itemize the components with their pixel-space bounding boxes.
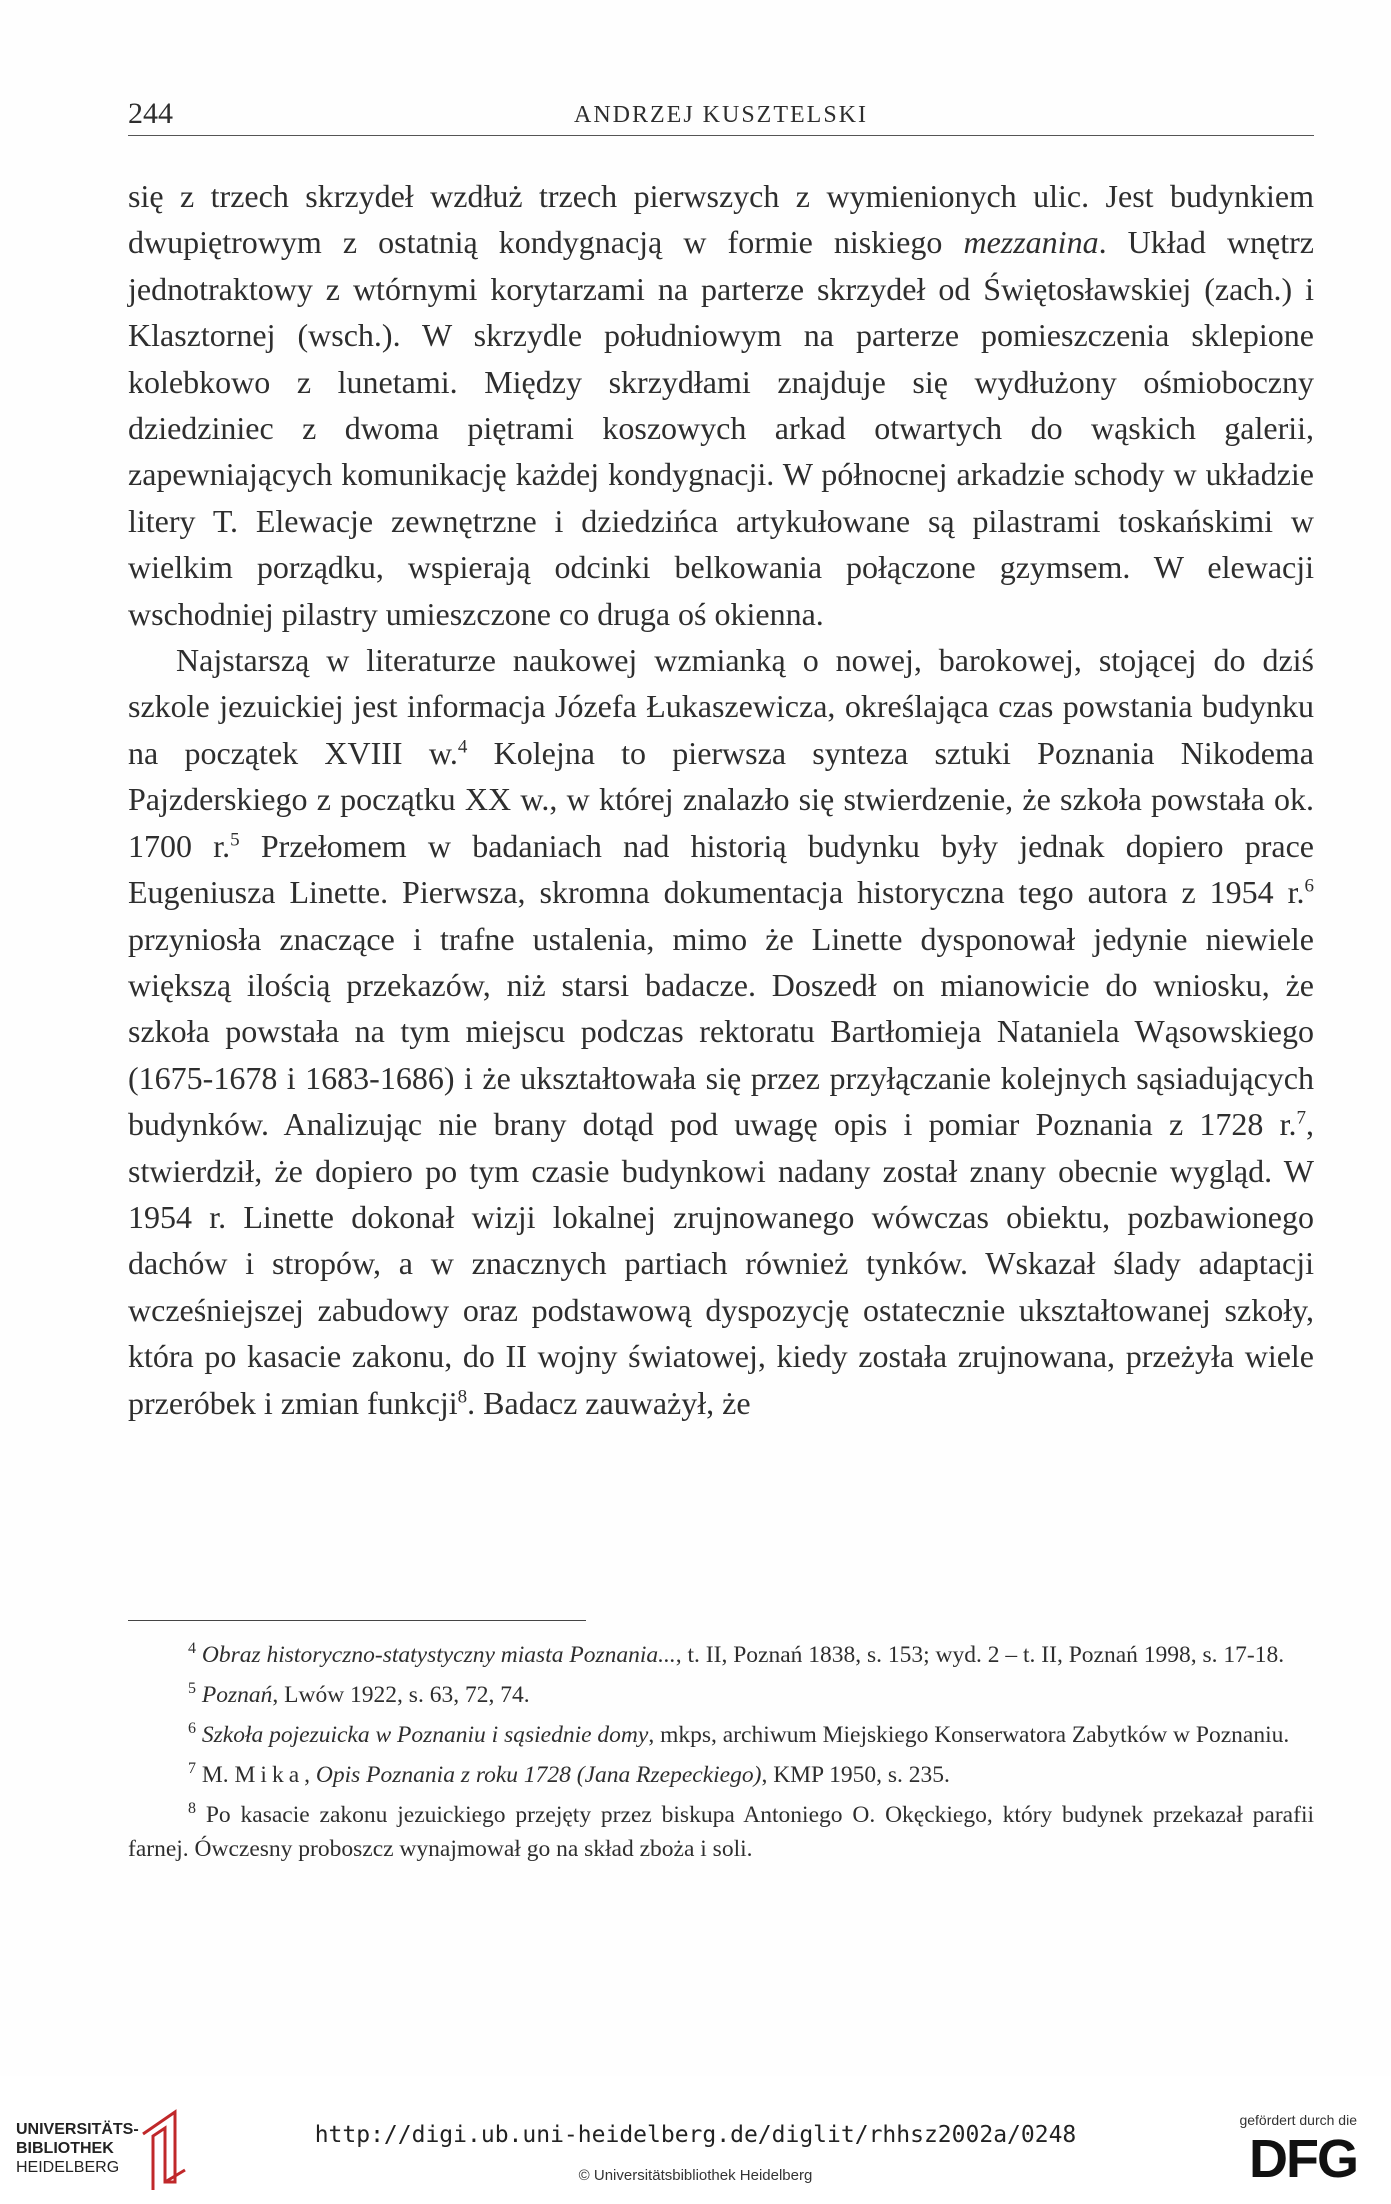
paragraph-1: [128, 173, 1314, 637]
footnotes: [128, 1638, 1314, 1872]
footnote-number: 4: [188, 1640, 196, 1658]
paragraph-2-text-f: . Badacz zauważył, że: [467, 1384, 751, 1421]
logo-line-1: UNIVERSITÄTS-: [16, 2121, 139, 2138]
footnote-ref-6[interactable]: 6: [1304, 875, 1314, 897]
paragraph-2-text-d: przyniosła znaczące i trafne ustalenia, mimo że Linette dysponował jedynie niewiele większą ilością przekazów, niż starsi badacze. Doszedł on mianowicie do wniosku, że szkoła powstała na tym miejscu podczas rektoratu Bartłomieja Nataniela Wąsowskiego (1675-1678 i 1683-1686) i że ukształtowała się przez przyłączanie kolejnych sąsiadujących budynków. Analizując nie brany dotąd pod uwagę opis i pomiar Poznania z 1728 r.: [128, 920, 1314, 1143]
footnote-text: , Lwów 1922, s. 63, 72, 74.: [272, 1682, 530, 1708]
footnote-ref-7[interactable]: 7: [1296, 1107, 1306, 1129]
footnote-6: [128, 1718, 1314, 1752]
paragraph-2-text-e: , stwierdził, że dopiero po tym czasie budynkowi nadany został znany obecnie wygląd. W 1954 r. Linette dokonał wizji lokalnej zrujnowanego wówczas obiektu, pozbawionego dachów i stropów, a w znacznych partiach również tynków. Wskazał ślady adaptacji wcześniejszej zabudowy oraz podstawową dyspozycję ostatecznie ukształtowanej szkoły, która po kasacie zakonu, do II wojny światowej, kiedy została zrujnowana, przeżyła wiele przeróbek i zmian funkcji: [128, 1106, 1314, 1421]
footnote-text: Po kasacie zakonu jezuickiego przejęty przez biskupa Antoniego O. Okęckiego, który budynek przekazał parafii farnej. Ówczesny proboszcz wynajmował go na skład zboża i soli.: [128, 1802, 1314, 1862]
logo-line-3: HEIDELBERG: [16, 2159, 120, 2176]
footnote-divider: [128, 1620, 586, 1621]
footnote-title: Obraz historyczno-statystyczny miasta Poznania...: [201, 1642, 676, 1668]
paragraph-2: [128, 637, 1314, 1426]
paragraph-1-italic: mezzanina: [963, 224, 1099, 261]
footnote-5: [128, 1678, 1314, 1712]
copyright: © Universitätsbibliothek Heidelberg: [578, 2167, 813, 2184]
footnote-ref-5[interactable]: 5: [230, 829, 240, 851]
footnote-title: Poznań: [201, 1682, 273, 1708]
dfg-funding-note: gefördert durch die: [1239, 2112, 1357, 2128]
footnote-title: Szkoła pojezuicka w Poznaniu i sąsiednie domy: [201, 1722, 649, 1748]
footnote-7: [128, 1758, 1314, 1792]
footnote-author: Mika: [234, 1762, 305, 1788]
dfg-logo[interactable]: DFG: [1249, 2129, 1357, 2189]
footnote-text: , mkps, archiwum Miejskiego Konserwatora Zabytków w Poznaniu.: [648, 1722, 1290, 1748]
paragraph-2-text-c: Przełomem w badaniach nad historią budynku były jednak dopiero prace Eugeniusza Linette. Pierwsza, skromna dokumentacja historyczna tego autora z 1954 r.: [128, 827, 1315, 911]
footnote-text: , KMP 1950, s. 235.: [761, 1762, 950, 1788]
paragraph-1-text: się z trzech skrzydeł wzdłuż trzech pierwszych z wymienionych ulic. Jest budynkiem dwupiętrowym z ostatnią kondygnacją w formie niskiego: [128, 178, 1314, 261]
footnote-author-initial: M.: [201, 1762, 235, 1788]
paragraph-2-text-a: Najstarszą w literaturze naukowej wzmianką o nowej, barokowej, stojącej do dziś szkole jezuickiej jest informacja Józefa Łukaszewicza, określająca czas powstania budynku na początek XVIII w.: [128, 642, 1314, 771]
running-head: ANDRZEJ KUSZTELSKI: [574, 102, 868, 128]
paragraph-2-text-b: Kolejna to pierwsza synteza sztuki Poznania Nikodema Pajzderskiego z początku XX w., w której znalazło się stwierdzenie, że szkoła powstała ok. 1700 r.: [128, 734, 1315, 864]
footnote-text: , t. II, Poznań 1838, s. 153; wyd. 2 – t. II, Poznań 1998, s. 17-18.: [675, 1642, 1285, 1668]
body-text: [128, 173, 1314, 1426]
permalink[interactable]: http://digi.ub.uni-heidelberg.de/diglit/rhhsz2002a/0248: [314, 2122, 1077, 2148]
footnote-number: 6: [188, 1720, 196, 1738]
footnote-separator: ,: [304, 1762, 316, 1788]
footnote-ref-4[interactable]: 4: [457, 736, 468, 758]
footnote-4: [128, 1638, 1314, 1672]
footnote-number: 8: [188, 1800, 196, 1818]
logo-line-2: BIBLIOTHEK: [16, 2140, 114, 2157]
footnote-ref-8[interactable]: 8: [457, 1385, 468, 1407]
page-number: 244: [128, 97, 173, 130]
footnote-8: [128, 1798, 1314, 1866]
page-header: [128, 95, 1314, 136]
footnote-number: 7: [188, 1760, 196, 1778]
footnote-number: 5: [188, 1680, 196, 1698]
paragraph-1-rest: . Układ wnętrz jednotraktowy z wtórnymi korytarzami na parterze skrzydeł od Świętosławskiej (zach.) i Klasztornej (wsch.). W skrzydle południowym na parterze pomieszczenia sklepione kolebkowo z lunetami. Między skrzydłami znajduje się wydłużony ośmioboczny dziedziniec z dwoma piętrami koszowych arkad otwartych do wąskich galerii, zapewniających komunikację każdej kondygnacji. W północnej arkadzie schody w układzie litery T. Elewacje zewnętrzne i dziedzińca artykułowane są pilastrami toskańskimi w wielkim porządku, wspierają odcinki belkowania połączone gzymsem. W elewacji wschodniej pilastry umieszczone co druga oś okienna.: [128, 224, 1315, 632]
footnote-title: Opis Poznania z roku 1728 (Jana Rzepeckiego): [315, 1762, 762, 1788]
